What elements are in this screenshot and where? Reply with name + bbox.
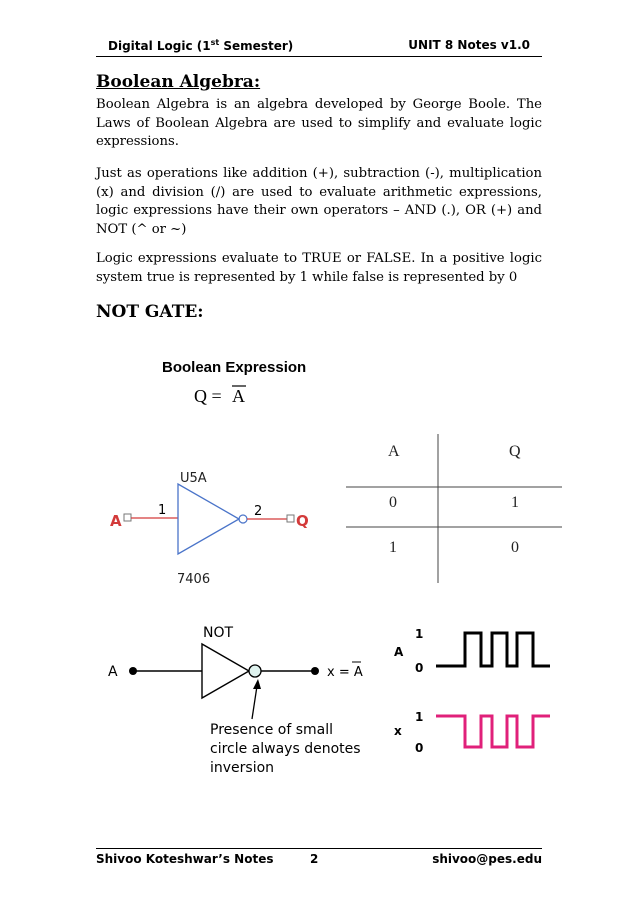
truth-table-header-q: Q [509,443,521,460]
diagram-bubble [249,665,261,677]
note-arrow-head [253,679,261,689]
output-pin-box [287,515,294,522]
note-line-2: circle always denotes [210,741,361,757]
header-left: Digital Logic (1st Semester) [108,38,294,53]
section-title-not-gate: NOT GATE: [96,302,204,322]
part-number: 7406 [177,572,211,587]
wave-x-label: x [394,724,402,738]
expression-rhs: A [232,386,245,406]
truth-table [346,434,562,583]
wave-x-high-level: 1 [415,710,424,724]
footer-left: Shivoo Koteshwar’s Notes [96,852,274,866]
expression-lhs: Q = [194,386,222,406]
footer-right: shivoo@pes.edu [432,852,542,866]
diagram-output-label: x = A [327,665,363,680]
part-name: U5A [180,471,207,486]
expression-title: Boolean Expression [162,359,307,376]
truth-table-cell-r1-a: 0 [389,494,397,511]
note-arrow-shaft [252,686,257,719]
wave-x-signal [436,716,550,747]
schematic-output-label: Q [296,512,309,530]
truth-table-header-a: A [388,443,400,460]
page-footer [96,848,542,869]
pin-in-number: 1 [158,503,167,518]
note-line-1: Presence of small [210,722,334,738]
diagram-gate-triangle [202,644,249,698]
gate-label: NOT [203,625,234,641]
inverter-triangle [178,484,239,554]
waveforms [394,627,550,755]
wave-a-label: A [394,645,404,659]
paragraph-intro: Boolean Algebra is an algebra developed by George Boole. The Laws of Boolean Algebra are used to simplify and evaluate logic expressions. [96,97,542,149]
wave-a-low-level: 0 [415,661,424,675]
output-dot [311,667,319,675]
truth-table-cell-r1-q: 1 [511,494,519,511]
truth-table-cell-r2-a: 1 [389,539,397,556]
wave-a-high-level: 1 [415,627,424,641]
diagram-input-label: A [108,664,118,680]
paragraph-true-false: Logic expressions evaluate to TRUE or FALSE. In a positive logic system true is represented by 1 while false is represented by 0 [96,251,542,285]
not-gate-diagram [108,625,363,776]
note-line-3: inversion [210,760,275,776]
pin-out-number: 2 [254,504,263,519]
paragraph-operators: Just as operations like addition (+), subtraction (-), multiplication (x) and division (/) are used to evaluate arithmetic expressions, logic expressions have their own operators – AND (.), OR (+) and NOT (^ or ~) [96,166,542,237]
wave-a-signal [436,633,550,666]
wave-x-low-level: 0 [415,741,424,755]
input-pin-box [124,514,131,521]
truth-table-cell-r2-q: 0 [511,539,519,556]
footer-page-number: 2 [310,852,319,866]
section-title-boolean-algebra: Boolean Algebra: [96,72,261,92]
header-right: UNIT 8 Notes v1.0 [408,38,530,52]
schematic-input-label: A [110,512,122,530]
